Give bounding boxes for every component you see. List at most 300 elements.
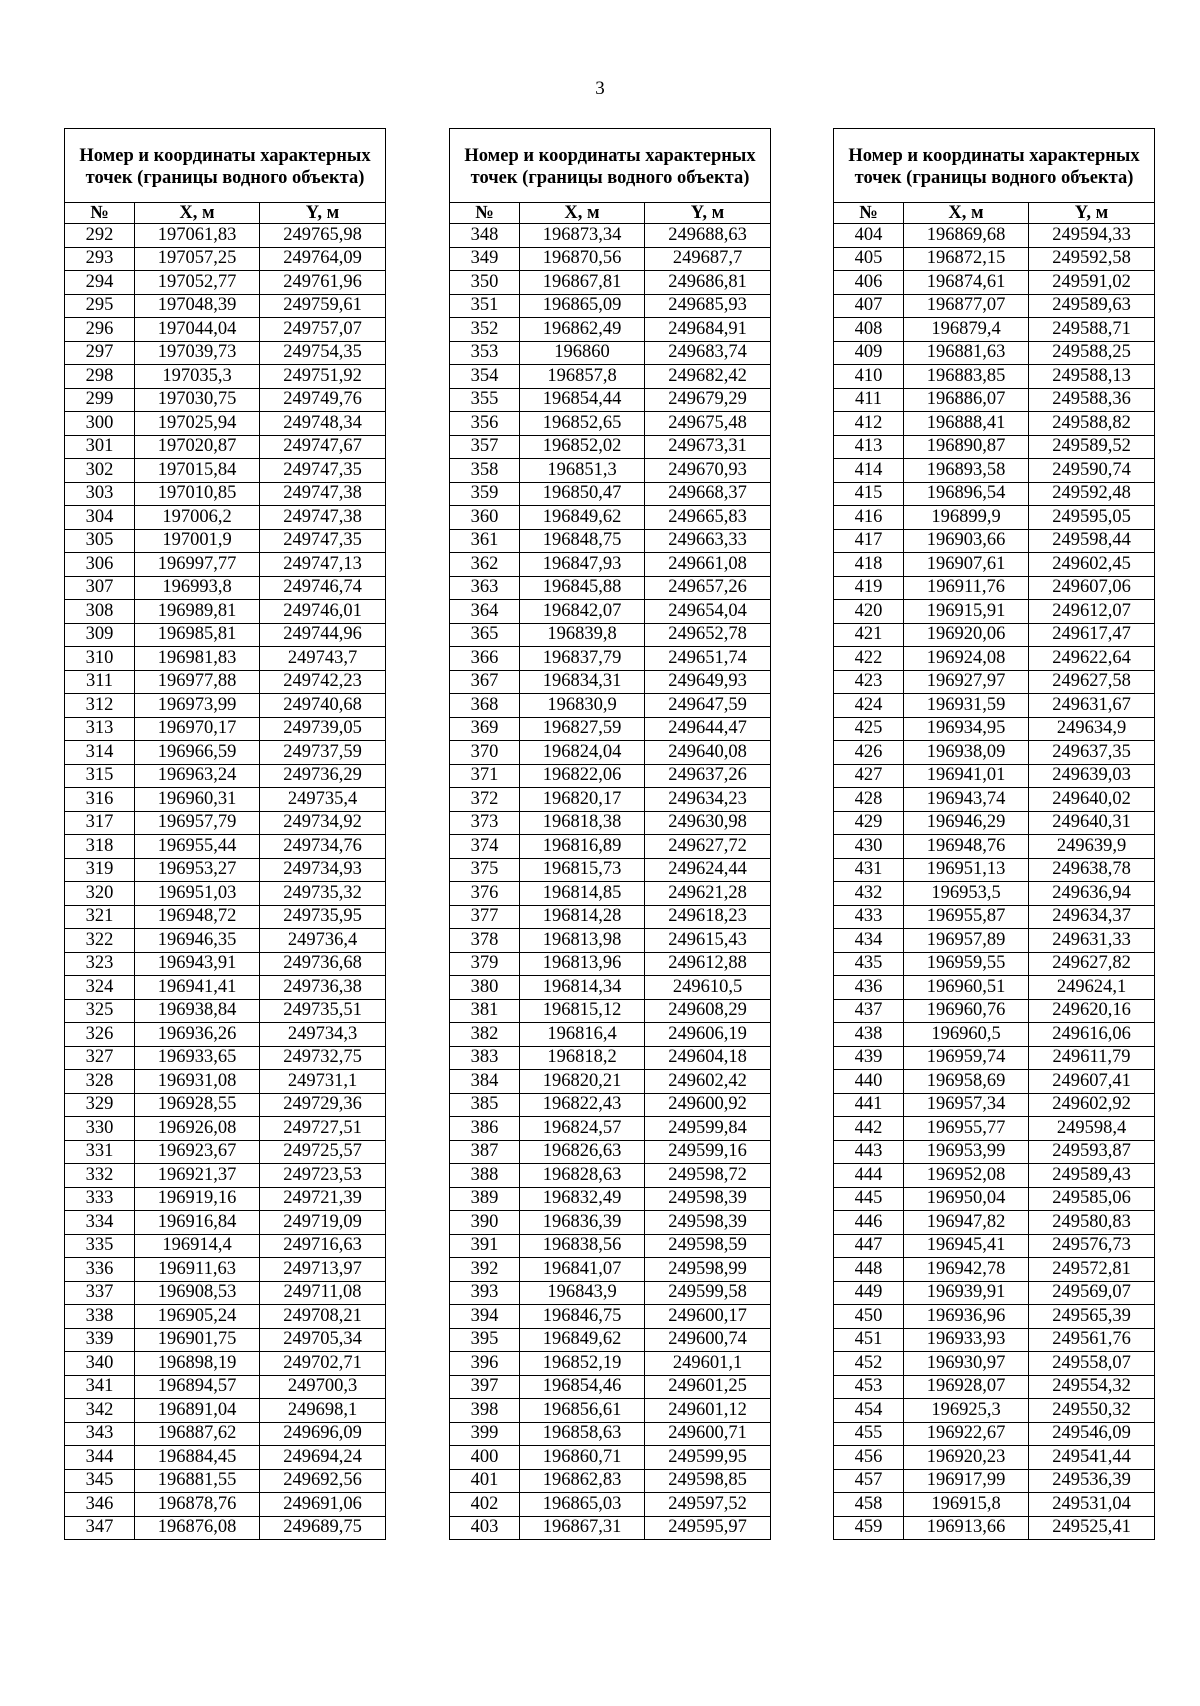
- point-number-cell: 407: [834, 294, 904, 318]
- point-number-cell: 388: [450, 1164, 520, 1188]
- y-coordinate-cell: 249742,23: [260, 670, 386, 694]
- y-coordinate-cell: 249525,41: [1029, 1516, 1155, 1540]
- table-row: [834, 365, 1155, 389]
- x-coordinate-cell: 196946,35: [135, 929, 260, 953]
- x-coordinate-cell: 196948,76: [904, 835, 1029, 859]
- point-number-cell: 456: [834, 1446, 904, 1470]
- table-row: [834, 647, 1155, 671]
- x-coordinate-cell: 196893,58: [904, 459, 1029, 483]
- table-row: [834, 858, 1155, 882]
- y-coordinate-cell: 249589,63: [1029, 294, 1155, 318]
- x-coordinate-cell: 196846,75: [520, 1305, 645, 1329]
- table-row: [65, 976, 386, 1000]
- table-row: [65, 506, 386, 530]
- x-coordinate-cell: 196899,9: [904, 506, 1029, 530]
- x-coordinate-cell: 196934,95: [904, 717, 1029, 741]
- y-coordinate-cell: 249748,34: [260, 412, 386, 436]
- table-row: [65, 1234, 386, 1258]
- x-coordinate-cell: 196858,63: [520, 1422, 645, 1446]
- point-number-cell: 442: [834, 1117, 904, 1141]
- y-coordinate-cell: 249654,04: [645, 600, 771, 624]
- table-row: [450, 1328, 771, 1352]
- point-number-cell: 334: [65, 1211, 135, 1235]
- point-number-cell: 429: [834, 811, 904, 835]
- y-coordinate-cell: 249585,06: [1029, 1187, 1155, 1211]
- y-coordinate-cell: 249627,58: [1029, 670, 1155, 694]
- x-coordinate-cell: 196862,49: [520, 318, 645, 342]
- y-coordinate-cell: 249593,87: [1029, 1140, 1155, 1164]
- x-coordinate-cell: 196914,4: [135, 1234, 260, 1258]
- table-row: [450, 318, 771, 342]
- x-coordinate-cell: 196955,77: [904, 1117, 1029, 1141]
- y-coordinate-cell: 249640,08: [645, 741, 771, 765]
- table-row: [65, 764, 386, 788]
- x-coordinate-cell: 196960,31: [135, 788, 260, 812]
- y-coordinate-cell: 249600,92: [645, 1093, 771, 1117]
- point-number-cell: 436: [834, 976, 904, 1000]
- point-number-cell: 377: [450, 905, 520, 929]
- y-coordinate-cell: 249602,42: [645, 1070, 771, 1094]
- y-coordinate-cell: 249598,4: [1029, 1117, 1155, 1141]
- table-row: [834, 600, 1155, 624]
- table-row: [450, 1422, 771, 1446]
- table-row: [65, 318, 386, 342]
- table-row: [450, 882, 771, 906]
- x-coordinate-cell: 196917,99: [904, 1469, 1029, 1493]
- table-row: [65, 811, 386, 835]
- point-number-cell: 299: [65, 388, 135, 412]
- table-row: [450, 506, 771, 530]
- x-coordinate-cell: 196960,76: [904, 999, 1029, 1023]
- y-coordinate-cell: 249736,68: [260, 952, 386, 976]
- table-row: [834, 788, 1155, 812]
- x-coordinate-cell: 196963,24: [135, 764, 260, 788]
- point-number-cell: 340: [65, 1352, 135, 1376]
- column-header-x: X, м: [904, 203, 1029, 224]
- table-row: [834, 1070, 1155, 1094]
- point-number-cell: 431: [834, 858, 904, 882]
- table-row: [65, 247, 386, 271]
- x-coordinate-cell: 196826,63: [520, 1140, 645, 1164]
- point-number-cell: 331: [65, 1140, 135, 1164]
- x-coordinate-cell: 196827,59: [520, 717, 645, 741]
- x-coordinate-cell: 196913,66: [904, 1516, 1029, 1540]
- table-row: [65, 1469, 386, 1493]
- point-number-cell: 324: [65, 976, 135, 1000]
- point-number-cell: 375: [450, 858, 520, 882]
- y-coordinate-cell: 249569,07: [1029, 1281, 1155, 1305]
- point-number-cell: 398: [450, 1399, 520, 1423]
- point-number-cell: 343: [65, 1422, 135, 1446]
- x-coordinate-cell: 196816,89: [520, 835, 645, 859]
- table-row: [65, 529, 386, 553]
- x-coordinate-cell: 196950,04: [904, 1187, 1029, 1211]
- table-row: [65, 1023, 386, 1047]
- x-coordinate-cell: 196822,43: [520, 1093, 645, 1117]
- table-row: [834, 1422, 1155, 1446]
- y-coordinate-cell: 249661,08: [645, 553, 771, 577]
- table-row: [65, 1258, 386, 1282]
- point-number-cell: 443: [834, 1140, 904, 1164]
- table-row: [450, 811, 771, 835]
- point-number-cell: 394: [450, 1305, 520, 1329]
- y-coordinate-cell: 249610,5: [645, 976, 771, 1000]
- x-coordinate-cell: 196920,23: [904, 1446, 1029, 1470]
- x-coordinate-cell: 196891,04: [135, 1399, 260, 1423]
- point-number-cell: 325: [65, 999, 135, 1023]
- point-number-cell: 445: [834, 1187, 904, 1211]
- point-number-cell: 293: [65, 247, 135, 271]
- x-coordinate-cell: 196850,47: [520, 482, 645, 506]
- table-body: [834, 224, 1155, 1540]
- point-number-cell: 362: [450, 553, 520, 577]
- table-row: [450, 1093, 771, 1117]
- x-coordinate-cell: 196820,17: [520, 788, 645, 812]
- point-number-cell: 381: [450, 999, 520, 1023]
- table-row: [450, 623, 771, 647]
- table-row: [834, 1469, 1155, 1493]
- table-row: [834, 835, 1155, 859]
- table-row: [834, 717, 1155, 741]
- point-number-cell: 435: [834, 952, 904, 976]
- table-row: [65, 1164, 386, 1188]
- x-coordinate-cell: 196814,34: [520, 976, 645, 1000]
- point-number-cell: 308: [65, 600, 135, 624]
- y-coordinate-cell: 249604,18: [645, 1046, 771, 1070]
- y-coordinate-cell: 249747,67: [260, 435, 386, 459]
- point-number-cell: 347: [65, 1516, 135, 1540]
- point-number-cell: 316: [65, 788, 135, 812]
- table-row: [450, 1258, 771, 1282]
- y-coordinate-cell: 249657,26: [645, 576, 771, 600]
- y-coordinate-cell: 249686,81: [645, 271, 771, 295]
- y-coordinate-cell: 249589,52: [1029, 435, 1155, 459]
- y-coordinate-cell: 249550,32: [1029, 1399, 1155, 1423]
- y-coordinate-cell: 249606,19: [645, 1023, 771, 1047]
- point-number-cell: 416: [834, 506, 904, 530]
- table-row: [834, 741, 1155, 765]
- point-number-cell: 292: [65, 224, 135, 248]
- table-row: [450, 1164, 771, 1188]
- table-row: [450, 858, 771, 882]
- y-coordinate-cell: 249591,02: [1029, 271, 1155, 295]
- table-row: [834, 623, 1155, 647]
- y-coordinate-cell: 249640,31: [1029, 811, 1155, 835]
- y-coordinate-cell: 249580,83: [1029, 1211, 1155, 1235]
- table-row: [65, 1328, 386, 1352]
- y-coordinate-cell: 249746,74: [260, 576, 386, 600]
- y-coordinate-cell: 249747,35: [260, 459, 386, 483]
- y-coordinate-cell: 249749,76: [260, 388, 386, 412]
- x-coordinate-cell: 196957,34: [904, 1093, 1029, 1117]
- x-coordinate-cell: 196841,07: [520, 1258, 645, 1282]
- point-number-cell: 382: [450, 1023, 520, 1047]
- y-coordinate-cell: 249634,9: [1029, 717, 1155, 741]
- x-coordinate-cell: 196874,61: [904, 271, 1029, 295]
- table-row: [65, 1187, 386, 1211]
- point-number-cell: 409: [834, 341, 904, 365]
- x-coordinate-cell: 196908,53: [135, 1281, 260, 1305]
- point-number-cell: 317: [65, 811, 135, 835]
- x-coordinate-cell: 196849,62: [520, 1328, 645, 1352]
- point-number-cell: 365: [450, 623, 520, 647]
- y-coordinate-cell: 249588,36: [1029, 388, 1155, 412]
- x-coordinate-cell: 196945,41: [904, 1234, 1029, 1258]
- x-coordinate-cell: 196925,3: [904, 1399, 1029, 1423]
- y-coordinate-cell: 249736,38: [260, 976, 386, 1000]
- y-coordinate-cell: 249598,39: [645, 1187, 771, 1211]
- x-coordinate-cell: 196862,83: [520, 1469, 645, 1493]
- y-coordinate-cell: 249627,72: [645, 835, 771, 859]
- point-number-cell: 320: [65, 882, 135, 906]
- y-coordinate-cell: 249592,58: [1029, 247, 1155, 271]
- point-number-cell: 322: [65, 929, 135, 953]
- table-row: [65, 365, 386, 389]
- x-coordinate-cell: 196951,13: [904, 858, 1029, 882]
- x-coordinate-cell: 196867,81: [520, 271, 645, 295]
- table-row: [450, 1493, 771, 1517]
- y-coordinate-cell: 249622,64: [1029, 647, 1155, 671]
- point-number-cell: 353: [450, 341, 520, 365]
- y-coordinate-cell: 249627,82: [1029, 952, 1155, 976]
- y-coordinate-cell: 249649,93: [645, 670, 771, 694]
- point-number-cell: 314: [65, 741, 135, 765]
- point-number-cell: 399: [450, 1422, 520, 1446]
- point-number-cell: 304: [65, 506, 135, 530]
- x-coordinate-cell: 197030,75: [135, 388, 260, 412]
- point-number-cell: 333: [65, 1187, 135, 1211]
- point-number-cell: 328: [65, 1070, 135, 1094]
- y-coordinate-cell: 249675,48: [645, 412, 771, 436]
- point-number-cell: 349: [450, 247, 520, 271]
- x-coordinate-cell: 196993,8: [135, 576, 260, 600]
- y-coordinate-cell: 249588,82: [1029, 412, 1155, 436]
- table-row: [834, 1281, 1155, 1305]
- point-number-cell: 303: [65, 482, 135, 506]
- y-coordinate-cell: 249700,3: [260, 1375, 386, 1399]
- point-number-cell: 400: [450, 1446, 520, 1470]
- y-coordinate-cell: 249644,47: [645, 717, 771, 741]
- point-number-cell: 420: [834, 600, 904, 624]
- x-coordinate-cell: 196928,07: [904, 1375, 1029, 1399]
- y-coordinate-cell: 249759,61: [260, 294, 386, 318]
- table-row: [834, 247, 1155, 271]
- table-row: [834, 318, 1155, 342]
- x-coordinate-cell: 196911,63: [135, 1258, 260, 1282]
- y-coordinate-cell: 249631,33: [1029, 929, 1155, 953]
- y-coordinate-cell: 249747,35: [260, 529, 386, 553]
- y-coordinate-cell: 249600,71: [645, 1422, 771, 1446]
- y-coordinate-cell: 249691,06: [260, 1493, 386, 1517]
- y-coordinate-cell: 249546,09: [1029, 1422, 1155, 1446]
- y-coordinate-cell: 249735,32: [260, 882, 386, 906]
- table-row: [834, 506, 1155, 530]
- point-number-cell: 372: [450, 788, 520, 812]
- x-coordinate-cell: 196870,56: [520, 247, 645, 271]
- table-row: [65, 858, 386, 882]
- point-number-cell: 405: [834, 247, 904, 271]
- table-row: [65, 271, 386, 295]
- x-coordinate-cell: 196916,84: [135, 1211, 260, 1235]
- y-coordinate-cell: 249611,79: [1029, 1046, 1155, 1070]
- y-coordinate-cell: 249595,97: [645, 1516, 771, 1540]
- table-row: [450, 1023, 771, 1047]
- x-coordinate-cell: 196883,85: [904, 365, 1029, 389]
- x-coordinate-cell: 196839,8: [520, 623, 645, 647]
- x-coordinate-cell: 196898,19: [135, 1352, 260, 1376]
- point-number-cell: 342: [65, 1399, 135, 1423]
- x-coordinate-cell: 196905,24: [135, 1305, 260, 1329]
- point-number-cell: 319: [65, 858, 135, 882]
- x-coordinate-cell: 196960,5: [904, 1023, 1029, 1047]
- x-coordinate-cell: 196896,54: [904, 482, 1029, 506]
- table-row: [450, 271, 771, 295]
- y-coordinate-cell: 249673,31: [645, 435, 771, 459]
- y-coordinate-cell: 249602,45: [1029, 553, 1155, 577]
- point-number-cell: 350: [450, 271, 520, 295]
- table-row: [450, 600, 771, 624]
- table-row: [834, 435, 1155, 459]
- y-coordinate-cell: 249736,29: [260, 764, 386, 788]
- table-row: [834, 1493, 1155, 1517]
- point-number-cell: 370: [450, 741, 520, 765]
- x-coordinate-cell: 196970,17: [135, 717, 260, 741]
- point-number-cell: 318: [65, 835, 135, 859]
- point-number-cell: 433: [834, 905, 904, 929]
- table-row: [450, 435, 771, 459]
- point-number-cell: 393: [450, 1281, 520, 1305]
- table-row: [834, 1117, 1155, 1141]
- y-coordinate-cell: 249747,38: [260, 506, 386, 530]
- y-coordinate-cell: 249696,09: [260, 1422, 386, 1446]
- table-row: [65, 459, 386, 483]
- x-coordinate-cell: 196854,44: [520, 388, 645, 412]
- y-coordinate-cell: 249588,71: [1029, 318, 1155, 342]
- y-coordinate-cell: 249754,35: [260, 341, 386, 365]
- y-coordinate-cell: 249607,06: [1029, 576, 1155, 600]
- table-row: [65, 1399, 386, 1423]
- y-coordinate-cell: 249689,75: [260, 1516, 386, 1540]
- y-coordinate-cell: 249598,59: [645, 1234, 771, 1258]
- x-coordinate-cell: 196860: [520, 341, 645, 365]
- point-number-cell: 421: [834, 623, 904, 647]
- x-coordinate-cell: 196867,31: [520, 1516, 645, 1540]
- y-coordinate-cell: 249652,78: [645, 623, 771, 647]
- table-row: [450, 553, 771, 577]
- point-number-cell: 348: [450, 224, 520, 248]
- point-number-cell: 408: [834, 318, 904, 342]
- table-row: [65, 741, 386, 765]
- point-number-cell: 339: [65, 1328, 135, 1352]
- point-number-cell: 307: [65, 576, 135, 600]
- x-coordinate-cell: 196816,4: [520, 1023, 645, 1047]
- point-number-cell: 346: [65, 1493, 135, 1517]
- y-coordinate-cell: 249598,39: [645, 1211, 771, 1235]
- point-number-cell: 422: [834, 647, 904, 671]
- table-row: [65, 1140, 386, 1164]
- y-coordinate-cell: 249590,74: [1029, 459, 1155, 483]
- point-number-cell: 446: [834, 1211, 904, 1235]
- table-row: [450, 1446, 771, 1470]
- x-coordinate-cell: 196941,01: [904, 764, 1029, 788]
- y-coordinate-cell: 249665,83: [645, 506, 771, 530]
- y-coordinate-cell: 249698,1: [260, 1399, 386, 1423]
- page-number: 3: [595, 78, 605, 99]
- point-number-cell: 354: [450, 365, 520, 389]
- y-coordinate-cell: 249746,01: [260, 600, 386, 624]
- table-row: [450, 341, 771, 365]
- table-row: [65, 1516, 386, 1540]
- table-row: [450, 905, 771, 929]
- y-coordinate-cell: 249705,34: [260, 1328, 386, 1352]
- table-row: [834, 929, 1155, 953]
- table-row: [65, 1493, 386, 1517]
- point-number-cell: 301: [65, 435, 135, 459]
- x-coordinate-cell: 196865,03: [520, 1493, 645, 1517]
- table-row: [834, 1211, 1155, 1235]
- x-coordinate-cell: 196886,07: [904, 388, 1029, 412]
- x-coordinate-cell: 196936,96: [904, 1305, 1029, 1329]
- table-row: [834, 482, 1155, 506]
- table-title: Номер и координаты характерных точек (границы водного объекта): [65, 129, 386, 203]
- x-coordinate-cell: 196836,39: [520, 1211, 645, 1235]
- point-number-cell: 366: [450, 647, 520, 671]
- table-row: [834, 1187, 1155, 1211]
- point-number-cell: 313: [65, 717, 135, 741]
- y-coordinate-cell: 249598,44: [1029, 529, 1155, 553]
- x-coordinate-cell: 196842,07: [520, 600, 645, 624]
- y-coordinate-cell: 249729,36: [260, 1093, 386, 1117]
- y-coordinate-cell: 249684,91: [645, 318, 771, 342]
- point-number-cell: 415: [834, 482, 904, 506]
- point-number-cell: 300: [65, 412, 135, 436]
- x-coordinate-cell: 196814,85: [520, 882, 645, 906]
- point-number-cell: 374: [450, 835, 520, 859]
- table-row: [450, 1399, 771, 1423]
- point-number-cell: 423: [834, 670, 904, 694]
- x-coordinate-cell: 196943,91: [135, 952, 260, 976]
- y-coordinate-cell: 249599,95: [645, 1446, 771, 1470]
- table-row: [65, 1117, 386, 1141]
- y-coordinate-cell: 249541,44: [1029, 1446, 1155, 1470]
- table-row: [65, 576, 386, 600]
- point-number-cell: 335: [65, 1234, 135, 1258]
- y-coordinate-cell: 249708,21: [260, 1305, 386, 1329]
- x-coordinate-cell: 196901,75: [135, 1328, 260, 1352]
- y-coordinate-cell: 249598,99: [645, 1258, 771, 1282]
- point-number-cell: 385: [450, 1093, 520, 1117]
- table-row: [450, 764, 771, 788]
- point-number-cell: 444: [834, 1164, 904, 1188]
- table-row: [450, 1234, 771, 1258]
- y-coordinate-cell: 249764,09: [260, 247, 386, 271]
- point-number-cell: 309: [65, 623, 135, 647]
- x-coordinate-cell: 196813,96: [520, 952, 645, 976]
- y-coordinate-cell: 249624,44: [645, 858, 771, 882]
- x-coordinate-cell: 196852,02: [520, 435, 645, 459]
- y-coordinate-cell: 249639,9: [1029, 835, 1155, 859]
- x-coordinate-cell: 196997,77: [135, 553, 260, 577]
- x-coordinate-cell: 196848,75: [520, 529, 645, 553]
- point-number-cell: 439: [834, 1046, 904, 1070]
- x-coordinate-cell: 196957,79: [135, 811, 260, 835]
- y-coordinate-cell: 249735,51: [260, 999, 386, 1023]
- x-coordinate-cell: 196873,34: [520, 224, 645, 248]
- point-number-cell: 413: [834, 435, 904, 459]
- x-coordinate-cell: 196860,71: [520, 1446, 645, 1470]
- point-number-cell: 302: [65, 459, 135, 483]
- x-coordinate-cell: 196872,15: [904, 247, 1029, 271]
